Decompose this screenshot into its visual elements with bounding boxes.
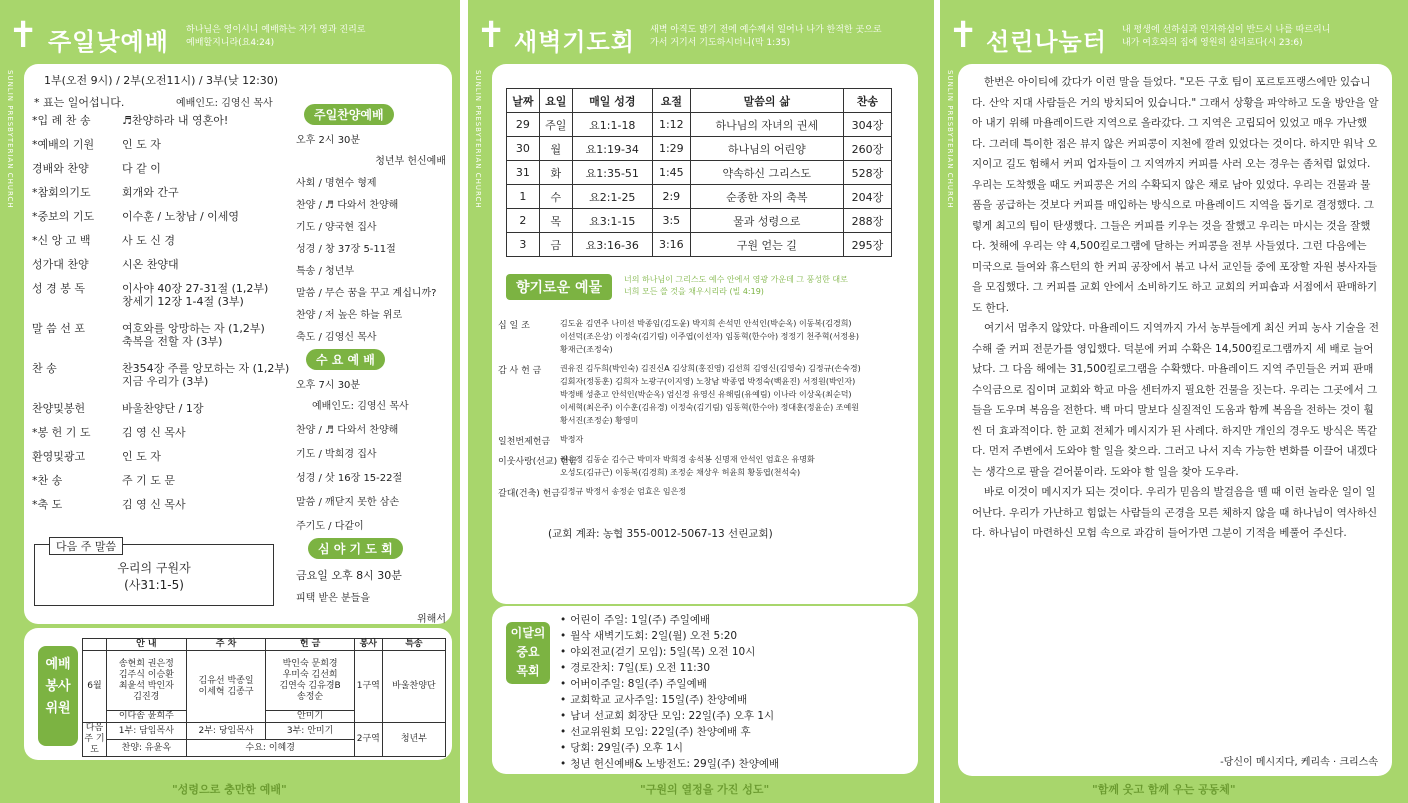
vertical-text: SUNLIN PRESBYTERIAN CHURCH bbox=[946, 70, 954, 209]
event-text: 어버이주일: 8일(주) 주일예배 bbox=[570, 678, 707, 690]
praise-item: 사회 / 명현수 형제 bbox=[296, 178, 377, 189]
bullet-icon: • bbox=[560, 710, 567, 722]
panel1-title: 주일낮예배 bbox=[48, 28, 169, 56]
table-row bbox=[507, 209, 892, 233]
event-text: 남녀 선교회 회장단 모임: 22일(주) 오후 1시 bbox=[570, 710, 775, 722]
event-text: 월삭 새벽기도회: 2일(월) 오전 5:20 bbox=[570, 630, 738, 642]
essay-paragraph: 한번은 아이티에 갔다가 이런 말을 들었다. "모든 구호 팀이 포르토프랭스에만 있습니다. 산악 지대 사람들은 거의 방치되어 있습니다." 그래서 상황을 파악하고 도울 방안을 알아 내기 위해 마욜레이드란 지역으로 올라갔다. 그 지역은 고립되어 있었고 매우 가난했다. 그러데 특이한 점은 뷰지 않은 커피콩이 지천에 깔려 있었다는 것이다. 하지만 워낙 오지이고 길도 험해서 커피 업자들이 그 지역까지 커피를 사러 오는 경우는 좀처럼 없었다. 우리는 도착했을 때도 커피콩은 거의 수확되지 않은 채로 남아 있었다. 우리는 건물과 물품을 공급하는 것보다 커피를 매입하는 방식으로 마욜레이드 지역을 돕기로 결정했다. 그렇게 최고의 팀이 탄생했다. 그들은 커피를 키우는 것을 잘했고 우리는 마시는 것을 잘했다. 첫해에 우리는 약 4,500킬로그램에 달하는 커피콩을 전부 사들였다. 그런 다음에는 미국으로 들여와 휴스턴의 한 커피 공장에서 볶고 나서 교인들 중에 포장할 자원 봉사자들을 모집했다. 그 커피를 교회 안에서 소비하기도 하고 교회의 커피숍과 서점에서 판매하기도 한다. bbox=[972, 76, 1379, 314]
praise-service-title: 주일찬양예배 bbox=[304, 104, 394, 125]
order-value: ♬찬양하라 내 영혼아! bbox=[122, 114, 229, 127]
wed-items bbox=[296, 421, 446, 532]
cross-icon: ✝ bbox=[948, 15, 979, 56]
table-header: 요일 bbox=[539, 89, 572, 113]
panel1-slogan: "성령으로 충만한 예배" bbox=[172, 783, 287, 796]
offering-label: 이웃사랑(선교) 헌금 bbox=[498, 457, 578, 467]
table-cell: 31 bbox=[507, 161, 540, 185]
offering-verse: 너의 하나님이 그리스도 예수 안에서 영광 가운데 그 풍성한 대로 너희 모든 쓸 것을 채우시리라 (빌 4:19) bbox=[624, 275, 848, 296]
offering-names: 황서진(조정순) 황영미 bbox=[560, 416, 639, 425]
order-value: 인 도 자 bbox=[122, 138, 161, 151]
wed-item: 기도 / 박희경 집사 bbox=[296, 449, 377, 460]
service-card bbox=[24, 628, 452, 760]
praise-item: 말씀 / 무슨 꿈을 꾸고 계십니까? bbox=[296, 288, 437, 299]
offering-names: 권유진 김두희(박인숙) 김진신A 김상희(홍진영) 김선희 김영신(김영숙) 김정규(손숙경) bbox=[560, 364, 861, 373]
praise-item: 특송 / 청년부 bbox=[296, 266, 355, 277]
next-week-label: 다음 주 말씀 bbox=[49, 537, 123, 555]
offering-label: 십 일 조 bbox=[498, 321, 530, 331]
table-cell: 3:5 bbox=[652, 209, 690, 233]
wed-time: 오후 7시 30분 bbox=[296, 380, 361, 391]
praise-column bbox=[296, 104, 446, 625]
table-cell: 528장 bbox=[843, 161, 891, 185]
order-value: 인 도 자 bbox=[122, 450, 161, 463]
event-item bbox=[560, 660, 910, 676]
wed-item: 주기도 / 다같이 bbox=[296, 521, 364, 532]
table-row bbox=[507, 113, 892, 137]
table-header: 찬송 bbox=[843, 89, 891, 113]
bullet-icon: • bbox=[560, 742, 567, 754]
table-cell: 295장 bbox=[843, 233, 891, 257]
essay-paragraph: 여기서 멈추지 않았다. 마욜레이드 지역까지 가서 농부들에게 최신 커피 농사 기술을 전수해 줄 커피 전문가를 영입했다. 덕분에 커피 수확은 14,500킬로그램까지 세 배로 늘어났다. 그 다음 해에는 31,500킬로그램을 수확했다. 마욜레이드 지역 주민들은 커피 판매 수익금으로 집이며 교회와 학교 마을 센터까지 필요한 건물을 짓는다. 우리는 그곳에서 그들을 도우며 복음을 전한다. 백 마디 말보다 실질적인 도움과 함께 복음을 전하는 것이 훨씬 더 효과적이다. 한 교회 전체가 메시지가 된 사례다. 하지만 개인의 경우도 방식은 똑같다. 먼저 주변에서 도와야 할 일을 찾으라. 그러고 나서 지속 가능한 변화를 이끌어 내겠다는 생각으로 팔을 걷어붙이라. 도와야 할 일을 찾아 도우라. bbox=[972, 322, 1380, 478]
order-value: 주 기 도 문 bbox=[122, 474, 175, 487]
table-cell: 요1:1-18 bbox=[572, 113, 652, 137]
table-cell: 29 bbox=[507, 113, 540, 137]
order-label: *중보의 기도 bbox=[32, 210, 95, 223]
table-cell: 순종한 자의 축복 bbox=[690, 185, 843, 209]
service-side-label: 예배 봉사 위원 bbox=[38, 646, 78, 746]
table-cell: 204장 bbox=[843, 185, 891, 209]
table-row bbox=[507, 185, 892, 209]
event-text: 청년 헌신예배& 노방전도: 29일(주) 찬양예배 bbox=[570, 758, 780, 770]
table-cell: 하나님의 자녀의 권세 bbox=[690, 113, 843, 137]
event-item bbox=[560, 644, 910, 660]
table-cell: 304장 bbox=[843, 113, 891, 137]
next-week-box bbox=[34, 540, 274, 606]
order-label: 성가대 찬양 bbox=[32, 258, 89, 271]
table-header: 날짜 bbox=[507, 89, 540, 113]
table-cell: 화 bbox=[539, 161, 572, 185]
praise-item: 축도 / 김영신 목사 bbox=[296, 332, 377, 343]
bullet-icon: • bbox=[560, 726, 567, 738]
event-text: 교회학교 교사주일: 15일(주) 찬양예배 bbox=[570, 694, 748, 706]
wed-item: 찬양 / ♬ 다와서 찬양해 bbox=[296, 425, 399, 436]
wed-service-title: 수 요 예 배 bbox=[306, 349, 385, 370]
event-item bbox=[560, 756, 910, 772]
table-cell: 요1:19-34 bbox=[572, 137, 652, 161]
night-l2: 위해서 bbox=[417, 614, 446, 625]
rise-note: * 표는 일어섭니다. bbox=[34, 96, 125, 109]
praise-time: 오후 2시 30분 bbox=[296, 135, 361, 146]
offering-names: 김회자(정동훈) 김희자 노광구(이지영) 노창남 박종엽 박정숙(백윤진) 서정원(박인자) bbox=[560, 377, 856, 386]
offering-names: 이세혁(최은주) 이수훈(김유경) 이정숙(김기림) 임동혁(한수아) 정대훈(정윤순) 조예원 bbox=[560, 403, 859, 412]
order-label: *축 도 bbox=[32, 498, 63, 511]
order-value: 축복을 전할 자 (3부) bbox=[122, 335, 223, 348]
offering-label: 일천번제헌금 bbox=[498, 437, 551, 447]
table-cell: 1:12 bbox=[652, 113, 690, 137]
table-cell: 약속하신 그리스도 bbox=[690, 161, 843, 185]
praise-item: 찬양 / 저 높은 하늘 위로 bbox=[296, 310, 403, 321]
bullet-icon: • bbox=[560, 646, 567, 658]
table-cell: 1:45 bbox=[652, 161, 690, 185]
order-label: 말 씀 선 포 bbox=[32, 322, 85, 335]
table-cell: 주일 bbox=[539, 113, 572, 137]
event-text: 경로잔치: 7일(토) 오전 11:30 bbox=[570, 662, 711, 674]
table-cell: 3:16 bbox=[652, 233, 690, 257]
table-header: 매일 성경 bbox=[572, 89, 652, 113]
praise-item: 찬양 / ♬ 다와서 찬양해 bbox=[296, 200, 399, 211]
events-list bbox=[560, 612, 910, 772]
event-item bbox=[560, 628, 910, 644]
essay-signature: -당신이 메시지다, 케리속 · 크리스속 bbox=[1220, 757, 1378, 768]
church-account: (교회 계좌: 농협 355-0012-5067-13 선린교회) bbox=[548, 528, 773, 540]
order-label: 찬 송 bbox=[32, 362, 57, 375]
table-row bbox=[507, 137, 892, 161]
order-label: 찬양및봉헌 bbox=[32, 402, 86, 415]
table-header: 요절 bbox=[652, 89, 690, 113]
order-value: 바울찬양단 / 1장 bbox=[122, 402, 204, 415]
bullet-icon: • bbox=[560, 614, 567, 626]
event-text: 선교위원회 모임: 22일(주) 찬양예배 후 bbox=[570, 726, 751, 738]
praise-item: 성경 / 창 37장 5-11절 bbox=[296, 244, 396, 255]
event-text: 당회: 29일(주) 오후 1시 bbox=[570, 742, 683, 754]
order-label: 경배와 찬양 bbox=[32, 162, 89, 175]
order-value: 다 같 이 bbox=[122, 162, 161, 175]
order-value: 김 영 신 목사 bbox=[122, 498, 186, 511]
night-time: 금요일 오후 8시 30분 bbox=[296, 569, 402, 582]
offering-label: 감 사 헌 금 bbox=[498, 366, 542, 376]
praise-item: 기도 / 양국현 집사 bbox=[296, 222, 377, 233]
table-cell: 3 bbox=[507, 233, 540, 257]
event-text: 어린이 주일: 1일(주) 주일예배 bbox=[570, 614, 711, 626]
table-cell: 물과 성령으로 bbox=[690, 209, 843, 233]
essay-card bbox=[958, 64, 1392, 776]
order-label: *예배의 기원 bbox=[32, 138, 95, 151]
vertical-text: SUNLIN PRESBYTERIAN CHURCH bbox=[474, 70, 482, 209]
panel2-slogan: "구원의 열정을 가진 성도" bbox=[640, 783, 770, 796]
table-cell: 목 bbox=[539, 209, 572, 233]
order-label: *입 례 찬 송 bbox=[32, 114, 91, 127]
bullet-icon: • bbox=[560, 694, 567, 706]
table-cell: 요2:1-25 bbox=[572, 185, 652, 209]
order-value: 이수훈 / 노창남 / 이세영 bbox=[122, 210, 240, 223]
order-value: 시온 찬양대 bbox=[122, 258, 179, 271]
table-cell: 요3:1-15 bbox=[572, 209, 652, 233]
table-cell: 288장 bbox=[843, 209, 891, 233]
order-value: 이사야 40장 27-31절 (1,2부) bbox=[122, 282, 269, 295]
panel3-verse: 내 평생에 선하심과 인자하심이 반드시 나를 따르리니 내가 여호와의 집에 영원히 살리로다(시 23:6) bbox=[1122, 25, 1331, 48]
order-label: *참회의기도 bbox=[32, 186, 91, 199]
offering-names: 박정자 bbox=[560, 435, 584, 444]
offering-names: 황재근(조정숙) bbox=[560, 345, 613, 354]
wed-item: 말씀 / 깨닫지 못한 삼손 bbox=[296, 497, 400, 508]
praise-items bbox=[296, 174, 446, 343]
order-label: *봉 헌 기 도 bbox=[32, 426, 91, 439]
wed-leader: 예배인도: 김영신 목사 bbox=[312, 401, 409, 412]
table-cell: 30 bbox=[507, 137, 540, 161]
panel3-title: 선린나눔터 bbox=[986, 28, 1107, 56]
order-label: *찬 송 bbox=[32, 474, 63, 487]
order-value: 사 도 신 경 bbox=[122, 234, 175, 247]
offering-names: 김정규 박정서 송정순 엄효은 임은정 bbox=[560, 487, 687, 496]
service-times: 1부(오전 9시) / 2부(오전11시) / 3부(낮 12:30) bbox=[44, 74, 279, 87]
bullet-icon: • bbox=[560, 630, 567, 642]
event-item bbox=[560, 724, 910, 740]
offering-title: 향기로운 예물 bbox=[506, 274, 612, 300]
bullet-icon: • bbox=[560, 678, 567, 690]
table-cell: 1 bbox=[507, 185, 540, 209]
order-label: 환영및광고 bbox=[32, 450, 86, 463]
order-label: 성 경 봉 독 bbox=[32, 282, 85, 295]
worship-leader: 예배인도: 김영신 목사 bbox=[176, 98, 273, 109]
table-cell: 요3:16-36 bbox=[572, 233, 652, 257]
table-cell: 1:29 bbox=[652, 137, 690, 161]
table-cell: 수 bbox=[539, 185, 572, 209]
table-row bbox=[507, 233, 892, 257]
order-value: 회개와 간구 bbox=[122, 186, 179, 199]
offering-names: 김도윤 김연주 나미선 박종임(김도윤) 박지희 손석민 안석인(박순옥) 이동복(김경희) bbox=[560, 319, 852, 328]
panel1-card bbox=[24, 64, 452, 624]
panel2-title: 새벽기도회 bbox=[514, 28, 635, 56]
next-week-ref: (사31:1-5) bbox=[124, 578, 184, 592]
cross-icon: ✝ bbox=[476, 15, 507, 56]
table-cell: 2:9 bbox=[652, 185, 690, 209]
vertical-text: SUNLIN PRESBYTERIAN CHURCH bbox=[6, 70, 14, 209]
table-cell: 하나님의 어린양 bbox=[690, 137, 843, 161]
event-item bbox=[560, 612, 910, 628]
table-row bbox=[507, 161, 892, 185]
event-item bbox=[560, 692, 910, 708]
offering-label: 갈대(건축) 헌금 bbox=[498, 489, 561, 499]
event-item bbox=[560, 740, 910, 756]
night-l1: 피택 받은 분들을 bbox=[296, 593, 370, 604]
offering-list bbox=[498, 318, 908, 538]
table-cell: 요1:35-51 bbox=[572, 161, 652, 185]
event-item bbox=[560, 708, 910, 724]
panel2-verse: 새벽 아직도 밝기 전에 예수께서 일어나 나가 한적한 곳으로 가서 거기서 기도하시더니(막 1:35) bbox=[650, 25, 882, 48]
cross-icon: ✝ bbox=[8, 15, 39, 56]
order-label: *신 앙 고 백 bbox=[32, 234, 91, 247]
panel3-slogan: "함께 웃고 함께 우는 공동체" bbox=[1092, 783, 1236, 796]
table-cell: 구원 얻는 길 bbox=[690, 233, 843, 257]
order-value: 창세기 12장 1-4절 (3부) bbox=[122, 295, 244, 308]
order-value: 지금 우리가 (3부) bbox=[122, 375, 209, 388]
bullet-icon: • bbox=[560, 662, 567, 674]
offering-names: 권유정 김동순 김수근 박미자 박희경 송석봉 신명재 안석인 엄효은 유명화 bbox=[560, 455, 815, 464]
wed-item: 성경 / 삿 16장 15-22절 bbox=[296, 473, 403, 484]
events-side-label: 이달의 중요 목회 bbox=[506, 622, 550, 684]
dawn-schedule-table bbox=[506, 88, 892, 257]
panel1-verse: 하나님은 영이시니 예배하는 자가 영과 진리로 예배할지니라(요4:24) bbox=[186, 25, 366, 48]
table-cell: 2 bbox=[507, 209, 540, 233]
offering-names: 박정배 성춘고 안석인(박순옥) 엄신경 유영신 유해림(유예림) 이나라 이상욱(최순덕) bbox=[560, 390, 852, 399]
bullet-icon: • bbox=[560, 758, 567, 770]
table-cell: 260장 bbox=[843, 137, 891, 161]
event-item bbox=[560, 676, 910, 692]
order-value: 김 영 신 목사 bbox=[122, 426, 186, 439]
table-cell: 금 bbox=[539, 233, 572, 257]
offering-names: 이선덕(조은상) 이정숙(김기림) 이주엽(이선자) 임동혁(한수아) 정정기 천주혁(서정용) bbox=[560, 332, 859, 341]
next-week-title: 우리의 구원자 bbox=[117, 561, 191, 575]
event-text: 야외전교(걷기 모임): 5일(목) 오전 10시 bbox=[570, 646, 756, 658]
service-table: 안 내 주 차 헌 금 봉사 특송 6월 송현희 권은정 김주식 이승환 최윤석 박인자 김진경 김유선 박종일 이세혁 김종구 박인숙 문희경 우미숙 김선희 김연숙 김유경B 송정순 1구역 바울찬양단 이다솜 윤희주 안미기 다음주 기 도 1부: 담임목사 2부: 당임목사 3부: 안미기 2구역 청년부 찬양: 유윤옥 수요: 이혜경 bbox=[82, 638, 446, 757]
night-prayer-title: 심 야 기 도 회 bbox=[308, 538, 403, 559]
offering-names: 오성도(김규근) 이동복(김경희) 조정순 채상우 허윤희 황동엽(천석숙) bbox=[560, 468, 801, 477]
essay-paragraph: 바로 이것이 메시지가 되는 것이다. 우리가 믿음의 발걸음을 뗄 때 이런 놀라운 일이 일어난다. 우리가 가난하고 힘없는 사람들의 곤경을 모른 체하지 않을 때 하나님이 역사하신다. 하나님이 마련하신 모험 속으로 과감히 들어가면 그분이 기적을 베풀어 주신다. bbox=[972, 486, 1378, 539]
table-header: 말씀의 삶 bbox=[690, 89, 843, 113]
praise-sub: 청년부 헌신예배 bbox=[375, 156, 446, 167]
order-value: 여호와를 앙망하는 자 (1,2부) bbox=[122, 322, 265, 335]
order-value: 찬354장 주를 앙모하는 자 (1,2부) bbox=[122, 362, 290, 375]
panel2-card bbox=[492, 64, 918, 604]
events-card bbox=[492, 606, 918, 774]
table-cell: 월 bbox=[539, 137, 572, 161]
